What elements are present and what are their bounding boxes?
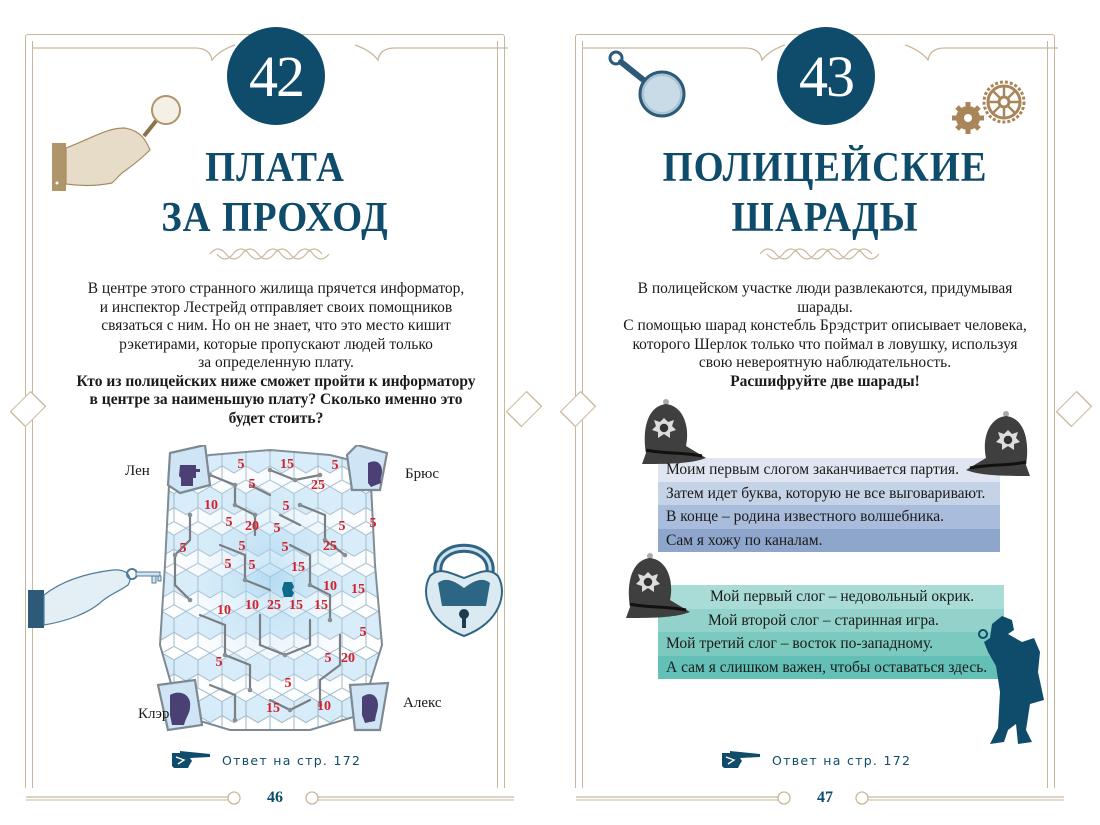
fee-value: 15 <box>289 598 303 613</box>
puzzle-intro <box>50 280 502 428</box>
puzzle-number-badge: 42 <box>227 27 325 125</box>
fee-value: 5 <box>224 557 232 572</box>
fee-value: 5 <box>273 521 281 536</box>
fee-value: 20 <box>341 651 355 666</box>
fee-value: 15 <box>280 457 294 472</box>
riddle-line: Затем идет буква, которую не все выговаривают. <box>658 482 1000 506</box>
title-line-1: ПЛАТА <box>205 145 345 191</box>
character-label-alex: Алекс <box>403 695 442 711</box>
fee-value: 5 <box>225 515 233 530</box>
fee-value: 10 <box>217 603 231 618</box>
fee-value: 5 <box>215 655 223 670</box>
character-label-bruce: Брюс <box>405 466 439 482</box>
intro-line: шарады. <box>797 298 853 316</box>
fee-value: 5 <box>324 651 332 666</box>
puzzle-title <box>0 143 550 243</box>
fee-value: 5 <box>369 516 377 531</box>
intro-line: и инспектор Лестрейд отправляет своих помощников <box>99 298 453 316</box>
character-label-len: Лен <box>125 463 150 479</box>
puzzle-intro <box>590 280 1060 391</box>
intro-line: рэкетирами, которые пропускают людей только <box>119 335 433 353</box>
question-line: в центре за наименьшую плату? Сколько именно это <box>89 391 463 408</box>
answer-reference <box>170 750 361 770</box>
answer-reference-text: Ответ на стр. 172 <box>222 752 362 768</box>
answer-reference-text: Ответ на стр. 172 <box>772 752 912 768</box>
intro-line: С помощью шарад констебль Брэдстрит описывает человека, <box>623 317 1027 334</box>
pointing-hand-icon <box>720 750 762 770</box>
page-number: 47 <box>817 789 833 806</box>
riddle-line: Мой третий слог – восток по-западному. <box>658 632 1004 656</box>
riddle-box-2 <box>658 585 1004 679</box>
intro-line: связаться с ним. Но он не знает, что это место кишит <box>101 317 451 334</box>
police-helmet-icon <box>960 410 1036 480</box>
gears-icon <box>950 78 1030 138</box>
fee-value: 5 <box>281 540 289 555</box>
fee-value: 15 <box>291 560 305 575</box>
police-helmet-icon <box>636 398 712 468</box>
title-line-2: ЗА ПРОХОД <box>161 195 389 241</box>
intro-line: В центре этого странного жилища прячется информатор, <box>87 280 465 297</box>
pointing-hand-icon <box>170 750 212 770</box>
page-number: 46 <box>267 789 283 806</box>
question-line: Кто из полицейских ниже сможет пройти к информатору <box>76 372 476 390</box>
intro-line: В полицейском участке люди развлекаются, придумывая <box>637 280 1013 297</box>
riddle-line: Сам я хожу по каналам. <box>658 529 1000 553</box>
fee-value: 5 <box>331 458 339 473</box>
police-helmet-icon <box>620 552 696 622</box>
riddle-line: В конце – родина известного волшебника. <box>658 505 1000 529</box>
riddle-box-1 <box>658 458 1000 552</box>
fee-value: 5 <box>248 558 256 573</box>
riddle-line: А сам я слишком важен, чтобы оставаться здесь. <box>658 656 1004 680</box>
fee-value: 10 <box>317 699 331 714</box>
fee-value: 10 <box>245 598 259 613</box>
fee-value: 25 <box>323 539 337 554</box>
frame-diamond-right <box>1056 391 1093 428</box>
fee-value: 5 <box>282 499 290 514</box>
character-label-claire: Клэр <box>138 706 170 722</box>
intro-line: за определенную плату. <box>198 354 354 371</box>
title-flourish <box>205 242 345 264</box>
puzzle-number-badge: 43 <box>777 27 875 125</box>
fee-value: 5 <box>238 539 246 554</box>
fee-value: 25 <box>311 478 325 493</box>
riddle-line: Моим первым слогом заканчивается партия. <box>658 458 1000 482</box>
fee-value: 5 <box>248 477 256 492</box>
right-page <box>550 0 1100 825</box>
title-flourish <box>755 242 895 264</box>
intro-line: которого Шерлок только что поймал в ловушку, используя <box>632 335 1018 353</box>
fee-value: 5 <box>359 625 367 640</box>
magnifying-glass-icon <box>608 48 698 120</box>
fee-value: 15 <box>351 582 365 597</box>
intro-line: свою невероятную наблюдательность. <box>698 354 952 371</box>
fee-value: 5 <box>284 676 292 691</box>
question-line: будет стоить? <box>228 409 324 427</box>
title-line-2: ШАРАДЫ <box>731 195 919 241</box>
answer-reference <box>720 750 911 770</box>
riddle-line: Мой первый слог – недовольный окрик. <box>658 585 1004 609</box>
frame-diamond-right <box>506 391 543 428</box>
fee-value: 15 <box>266 701 280 716</box>
fee-value: 5 <box>179 541 187 556</box>
fee-value: 5 <box>237 457 245 472</box>
sherlock-silhouette-icon <box>978 612 1050 748</box>
fee-value: 10 <box>323 579 337 594</box>
instruction-line: Расшифруйте две шарады! <box>730 372 920 390</box>
title-line-1: ПОЛИЦЕЙСКИЕ <box>662 145 988 191</box>
fee-value: 25 <box>267 598 281 613</box>
padlock-icon <box>420 528 508 640</box>
riddle-line: Мой второй слог – старинная игра. <box>658 609 1004 633</box>
fee-value: 10 <box>204 498 218 513</box>
puzzle-title <box>550 143 1100 243</box>
fee-value: 15 <box>314 598 328 613</box>
fee-value: 5 <box>338 519 346 534</box>
fee-value: 20 <box>245 519 259 534</box>
hand-key-icon <box>28 555 168 630</box>
